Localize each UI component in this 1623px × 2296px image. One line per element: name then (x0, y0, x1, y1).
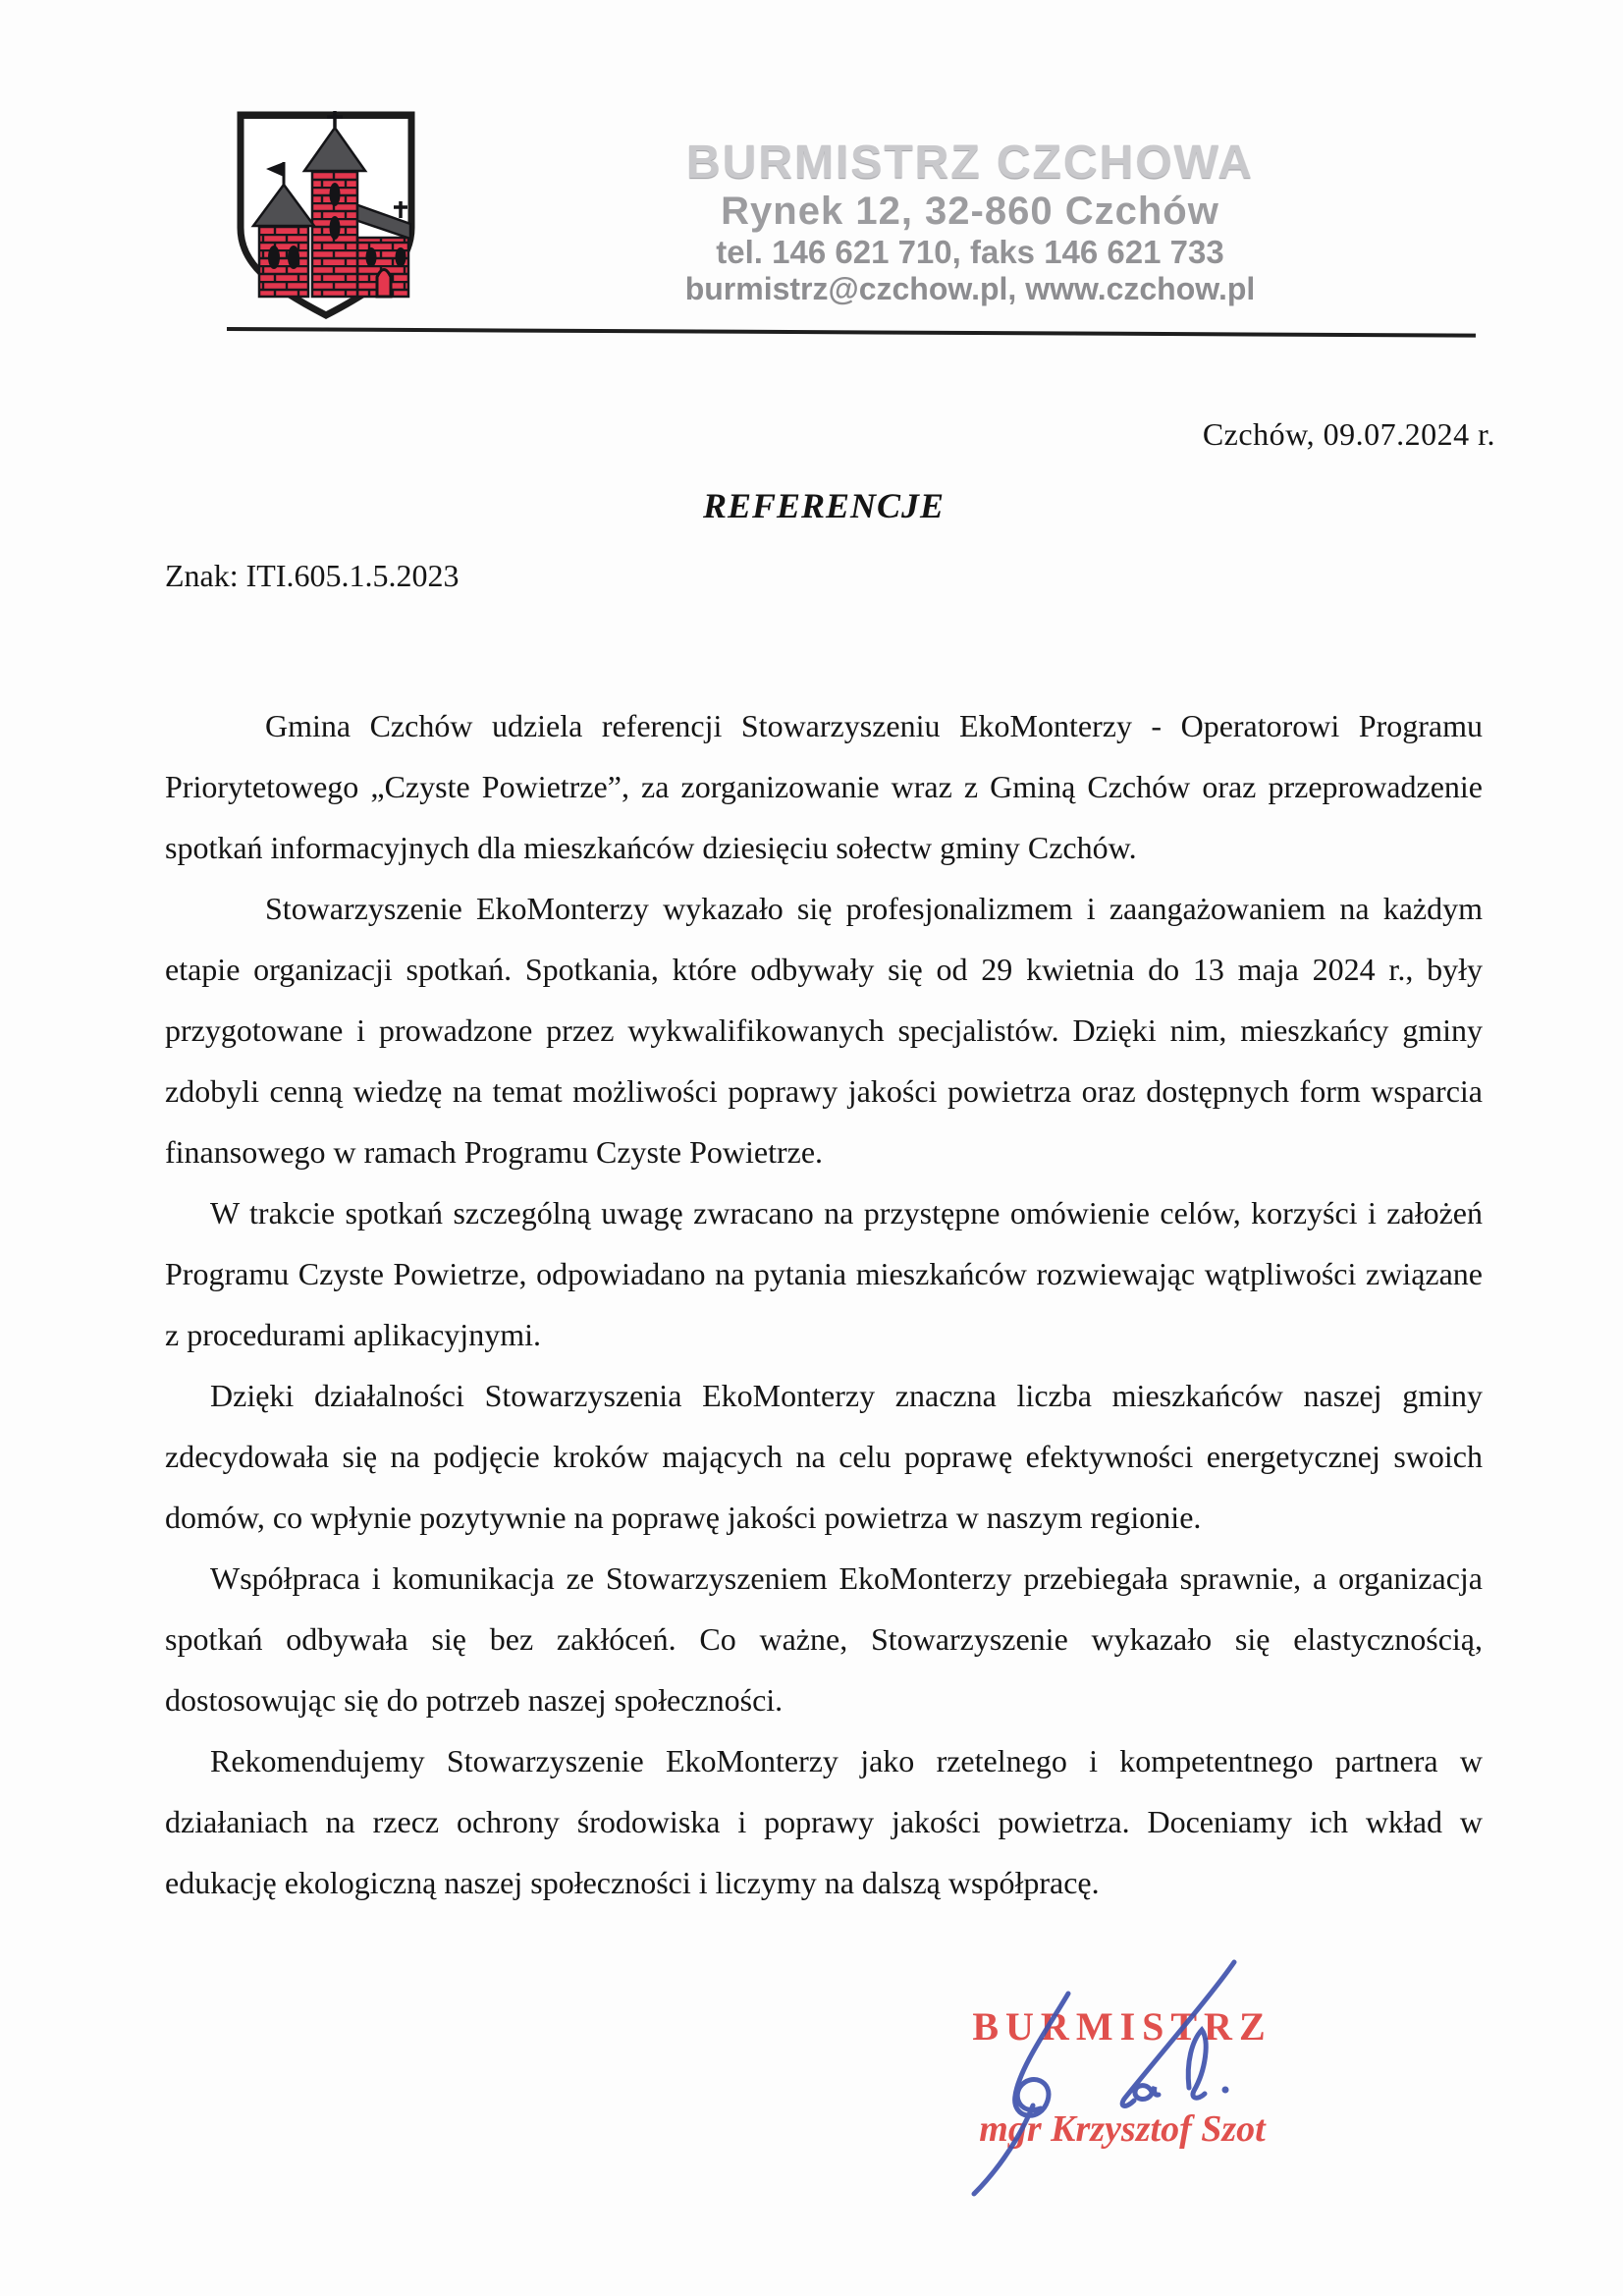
letter-title: REFERENCJE (702, 486, 946, 525)
paragraph: Dzięki działalności Stowarzyszenia EkoMonterzy znaczna liczba mieszkańców naszej gminy zdecydowała się na podjęcie kroków mających na celu poprawę efektywności energetycznej swoich domów, co wpłynie pozytywnie na poprawę jakości powietrza w naszym regionie. (165, 1378, 1483, 1535)
letterhead-address: Rynek 12, 32-860 Czchów (721, 190, 1219, 233)
paragraph: Gmina Czchów udziela referencji Stowarzyszeniu EkoMonterzy - Operatorowi Programu Priorytetowego „Czyste Powietrze”, za zorganizowanie wraz z Gminą Czchów oraz przeprowadzenie spotkań informacyjnych dla mieszkańców dziesięciu sołectw gminy Czchów. (165, 708, 1483, 865)
paragraph: Rekomendujemy Stowarzyszenie EkoMonterzy jako rzetelnego i kompetentnego partnera w działaniach na rzecz ochrony środowiska i poprawy jakości powietrza. Doceniamy ich wkład w edukację ekologiczną naszej społeczności i liczymy na dalszą współpracę. (165, 1743, 1483, 1900)
letterhead (676, 137, 1265, 306)
letterhead-email-web: burmistrz@czchow.pl, www.czchow.pl (684, 271, 1256, 306)
letterhead-divider (227, 327, 1476, 338)
czchow-coat-of-arms-icon (234, 108, 418, 322)
paragraph: Współpraca i komunikacja ze Stowarzyszeniem EkoMonterzy przebiegała sprawnie, a organizacja spotkań odbywała się bez zakłóceń. Co ważne, Stowarzyszenie wykazało się elastycznością, dostosowując się do potrzeb naszej społeczności. (165, 1560, 1483, 1718)
letter-body (165, 695, 1483, 1913)
case-reference-number: Znak: ITI.605.1.5.2023 (165, 558, 460, 593)
paragraph: W trakcie spotkań szczególną uwagę zwracano na przystępne omówienie celów, korzyści i założeń Programu Czyste Powietrze, odpowiadano na pytania mieszkańców rozwiewając wątpliwości związane z procedurami aplikacyjnymi. (165, 1195, 1483, 1352)
mayor-stamp-title: BURMISTRZ (972, 2004, 1272, 2049)
place-and-date: Czchów, 09.07.2024 r. (1202, 416, 1495, 452)
letterhead-office-name: BURMISTRZ CZCHOWA (686, 137, 1254, 189)
paragraph: Stowarzyszenie EkoMonterzy wykazało się profesjonalizmem i zaangażowaniem na każdym etapie organizacji spotkań. Spotkania, które odbywały się od 29 kwietnia do 13 maja 2024 r., były przygotowane i prowadzone przez wykwalifikowanych specjalistów. Dzięki nim, mieszkańcy gminy zdobyli cenną wiedzę na temat możliwości poprawy jakości powietrza oraz dostępnych form wsparcia finansowego w ramach Programu Czyste Powietrze. (165, 891, 1483, 1170)
church-nave (355, 201, 410, 297)
letterhead-phone-fax: tel. 146 621 710, faks 146 621 733 (716, 234, 1224, 270)
signer-name: mgr Krzysztof Szot (979, 2108, 1266, 2150)
handwritten-signature-icon (962, 1952, 1306, 2198)
